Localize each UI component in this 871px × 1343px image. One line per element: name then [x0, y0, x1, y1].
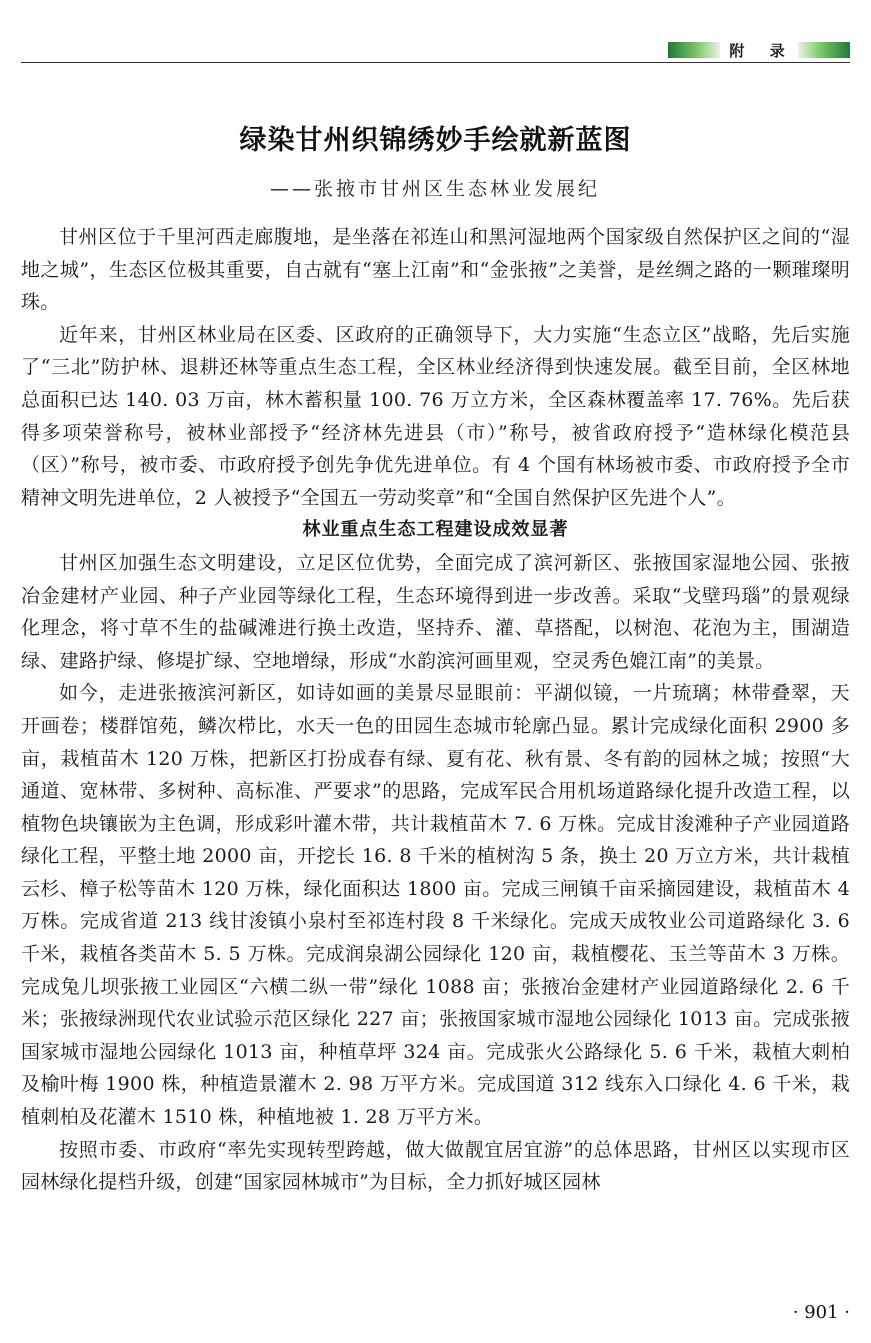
- body-paragraph: 近年来，甘州区林业局在区委、区政府的正确领导下，大力实施“生态立区”战略，先后实施了“三北”防护林、退耕还林等重点生态工程，全区林业经济得到快速发展。截至目前，全区林地总面积已达 140. 03 万亩，林木蓄积量 100. 76 万立方米，全区森林覆盖率 17. 76%。先后获得多项荣誉称号，被林业部授予“经济林先进县（市）”称号，被省政府授予“造林绿化模范县（区）”称号，被市委、市政府授予创先争优先进单位。有 4 个国有林场被市委、市政府授予全市精神文明先进单位，2 人被授予“全国五一劳动奖章”和“全国自然保护区先进个人”。: [21, 323, 850, 509]
- article-subtitle: ——张掖市甘州区生态林业发展纪: [270, 178, 601, 200]
- header-green-bar-left: [668, 42, 720, 58]
- article-body: [21, 221, 850, 1199]
- body-paragraph: 按照市委、市政府“率先实现转型跨越，做大做靓宜居宜游”的总体思路，甘州区以实现市区园林绿化提档升级，创建“国家园林城市”为目标，全力抓好城区园林: [21, 1138, 850, 1194]
- body-paragraph: 甘州区位于千里河西走廊腹地，是坐落在祁连山和黑河湿地两个国家级自然保护区之间的“湿地之城”，生态区位极其重要，自古就有“塞上江南”和“金张掖”之美誉，是丝绸之路的一颗璀璨明珠。: [21, 226, 850, 314]
- section-label: 附 录: [729, 41, 795, 60]
- running-header: [668, 40, 850, 60]
- page-number: · 901 ·: [792, 1302, 850, 1323]
- article-title: 绿染甘州织锦绣妙手绘就新蓝图: [239, 125, 632, 156]
- section-heading: 林业重点生态工程建设成效显著: [302, 519, 569, 541]
- body-paragraph: 如今，走进张掖滨河新区，如诗如画的美景尽显眼前：平湖似镜，一片琉璃；林带叠翠，天开画卷；楼群馆苑，鳞次栉比，水天一色的田园生态城市轮廓凸显。累计完成绿化面积 2900 多亩，栽植苗木 120 万株，把新区打扮成春有绿、夏有花、秋有景、冬有韵的园林之城；按照“大通道、宽林带、多树种、高标准、严要求”的思路，完成军民合用机场道路绿化提升改造工程，以植物色块镶嵌为主色调，形成彩叶灌木带，共计栽植苗木 7. 6 万株。完成甘浚滩种子产业园道路绿化工程，平整土地 2000 亩，开挖长 16. 8 千米的植树沟 5 条，换土 20 万立方米，共计栽植云杉、樟子松等苗木 120 万株，绿化面积达 1800 亩。完成三闸镇千亩采摘园建设，栽植苗木 4 万株。完成省道 213 线甘浚镇小泉村至祁连村段 8 千米绿化。完成天成牧业公司道路绿化 3. 6 千米，栽植各类苗木 5. 5 万株。完成润泉湖公园绿化 120 亩，栽植樱花、玉兰等苗木 3 万株。完成兔儿坝张掖工业园区“六横二纵一带”绿化 1088 亩；张掖冶金建材产业园道路绿化 2. 6 千米；张掖绿洲现代农业试验示范区绿化 227 亩；张掖国家城市湿地公园绿化 1013 亩。完成张掖国家城市湿地公园绿化 1013 亩，种植草坪 324 亩。完成张火公路绿化 5. 6 千米，栽植大刺柏及榆叶梅 1900 株，种植造景灌木 2. 98 万平方米。完成国道 312 线东入口绿化 4. 6 千米，栽植刺柏及花灌木 1510 株，种植地被 1. 28 万平方米。: [21, 682, 850, 1129]
- body-paragraph: 甘州区加强生态文明建设，立足区位优势，全面完成了滨河新区、张掖国家湿地公园、张掖冶金建材产业园、种子产业园等绿化工程，生态环境得到进一步改善。采取“戈壁玛瑙”的景观绿化理念，将寸草不生的盐碱滩进行换土改造，坚持乔、灌、草搭配，以树泡、花泡为主，围湖造绿、建路护绿、修堤扩绿、空地增绿，形成“水韵滨河画里观，空灵秀色媲江南”的美景。: [21, 551, 850, 672]
- header-divider: [21, 62, 850, 63]
- header-green-bar-right: [798, 42, 850, 58]
